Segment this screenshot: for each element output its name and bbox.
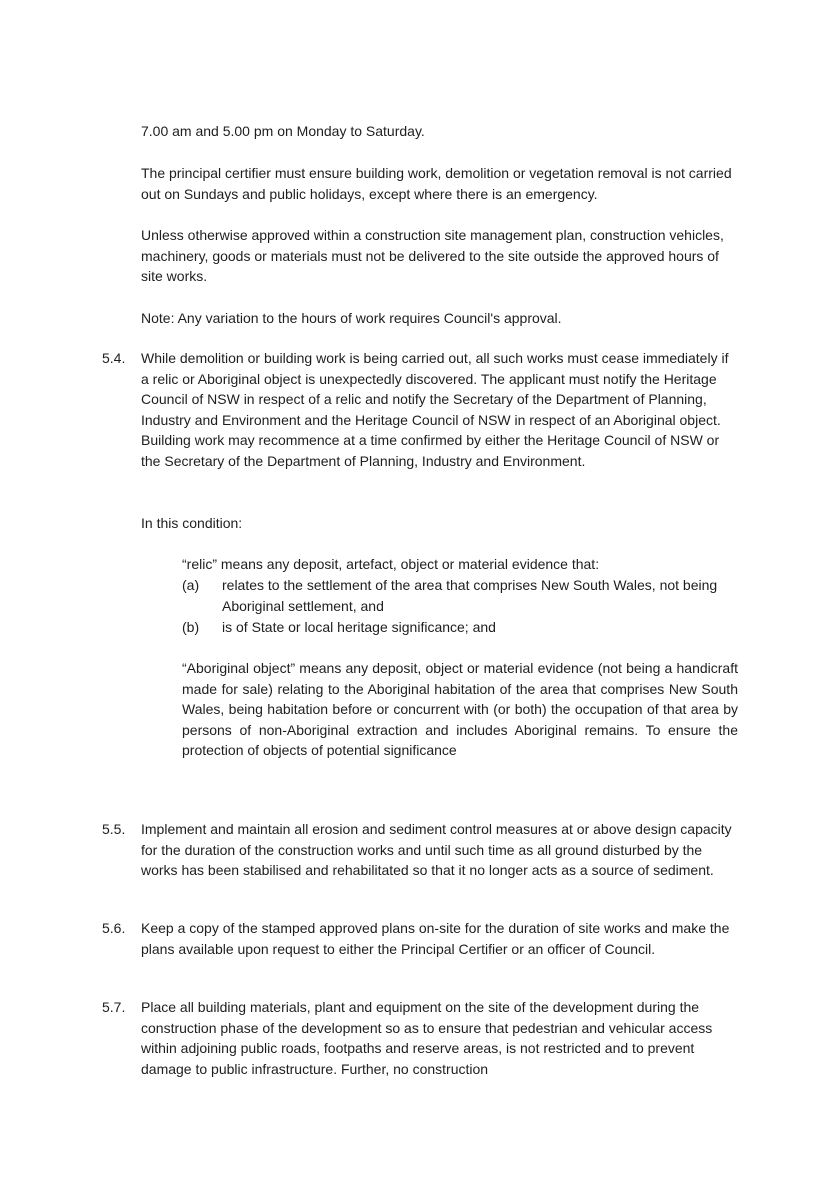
list-item-label-b: (b) [182, 619, 200, 635]
aboriginal-object-definition: “Aboriginal object” means any deposit, object or material evidence (not being a handicraft made for sale) relating to the Aboriginal habitation of the area that comprises New South Wales, being habitation before or concurrent with (or both) the occupation of that area by persons of non-Aboriginal extraction and includes Aboriginal remains. To ensure the protection of objects of potential significance [182, 660, 738, 759]
paragraph-note-variation: Note: Any variation to the hours of work requires Council's approval. [141, 310, 562, 326]
condition-number-5-5: 5.5. [102, 821, 126, 837]
paragraph-sundays: The principal certifier must ensure building work, demolition or vegetation removal is not carried out on Sundays and public holidays, except where there is an emergency. [141, 165, 732, 202]
paragraph-deliveries: Unless otherwise approved within a construction site management plan, construction vehicles, machinery, goods or materials must not be delivered to the site outside the approved hours of site works. [141, 227, 724, 285]
relic-definition: “relic” means any deposit, artefact, object or material evidence that: [182, 556, 600, 572]
condition-number-5-7: 5.7. [102, 999, 126, 1015]
condition-text-5-7: Place all building materials, plant and equipment on the site of the development during the construction phase of the development so as to ensure that pedestrian and vehicular access within adjoining public roads, footpaths and reserve areas, is not restricted and to prevent damage to public infrastructure. Further, no construction [141, 999, 713, 1077]
list-item-text-b: is of State or local heritage significance; and [222, 619, 496, 635]
paragraph-hours-weekdays: 7.00 am and 5.00 pm on Monday to Saturday. [141, 123, 425, 139]
list-item-text-a: relates to the settlement of the area that comprises New South Wales, not being Aboriginal settlement, and [222, 577, 718, 614]
condition-text-5-5: Implement and maintain all erosion and sediment control measures at or above design capacity for the duration of the construction works and until such time as all ground disturbed by the works has been stabilised and rehabilitated so that it no longer acts as a source of sediment. [141, 821, 732, 879]
list-item-label-a: (a) [182, 577, 200, 593]
condition-text-5-4: While demolition or building work is being carried out, all such works must cease immediately if a relic or Aboriginal object is unexpectedly discovered. The applicant must notify the Heritage Council of NSW in respect of a relic and notify the Secretary of the Department of Planning, Industry and Environment and the Heritage Council of NSW in respect of an Aboriginal object. Building work may recommence at a time confirmed by either the Heritage Council of NSW or the Secretary of the Department of Planning, Industry and Environment. [141, 350, 729, 469]
condition-text-5-6: Keep a copy of the stamped approved plans on-site for the duration of site works and make the plans available upon request to either the Principal Certifier or an officer of Council. [141, 920, 730, 957]
in-this-condition-label: In this condition: [141, 515, 243, 531]
condition-number-5-6: 5.6. [102, 920, 126, 936]
condition-number-5-4: 5.4. [102, 350, 126, 366]
